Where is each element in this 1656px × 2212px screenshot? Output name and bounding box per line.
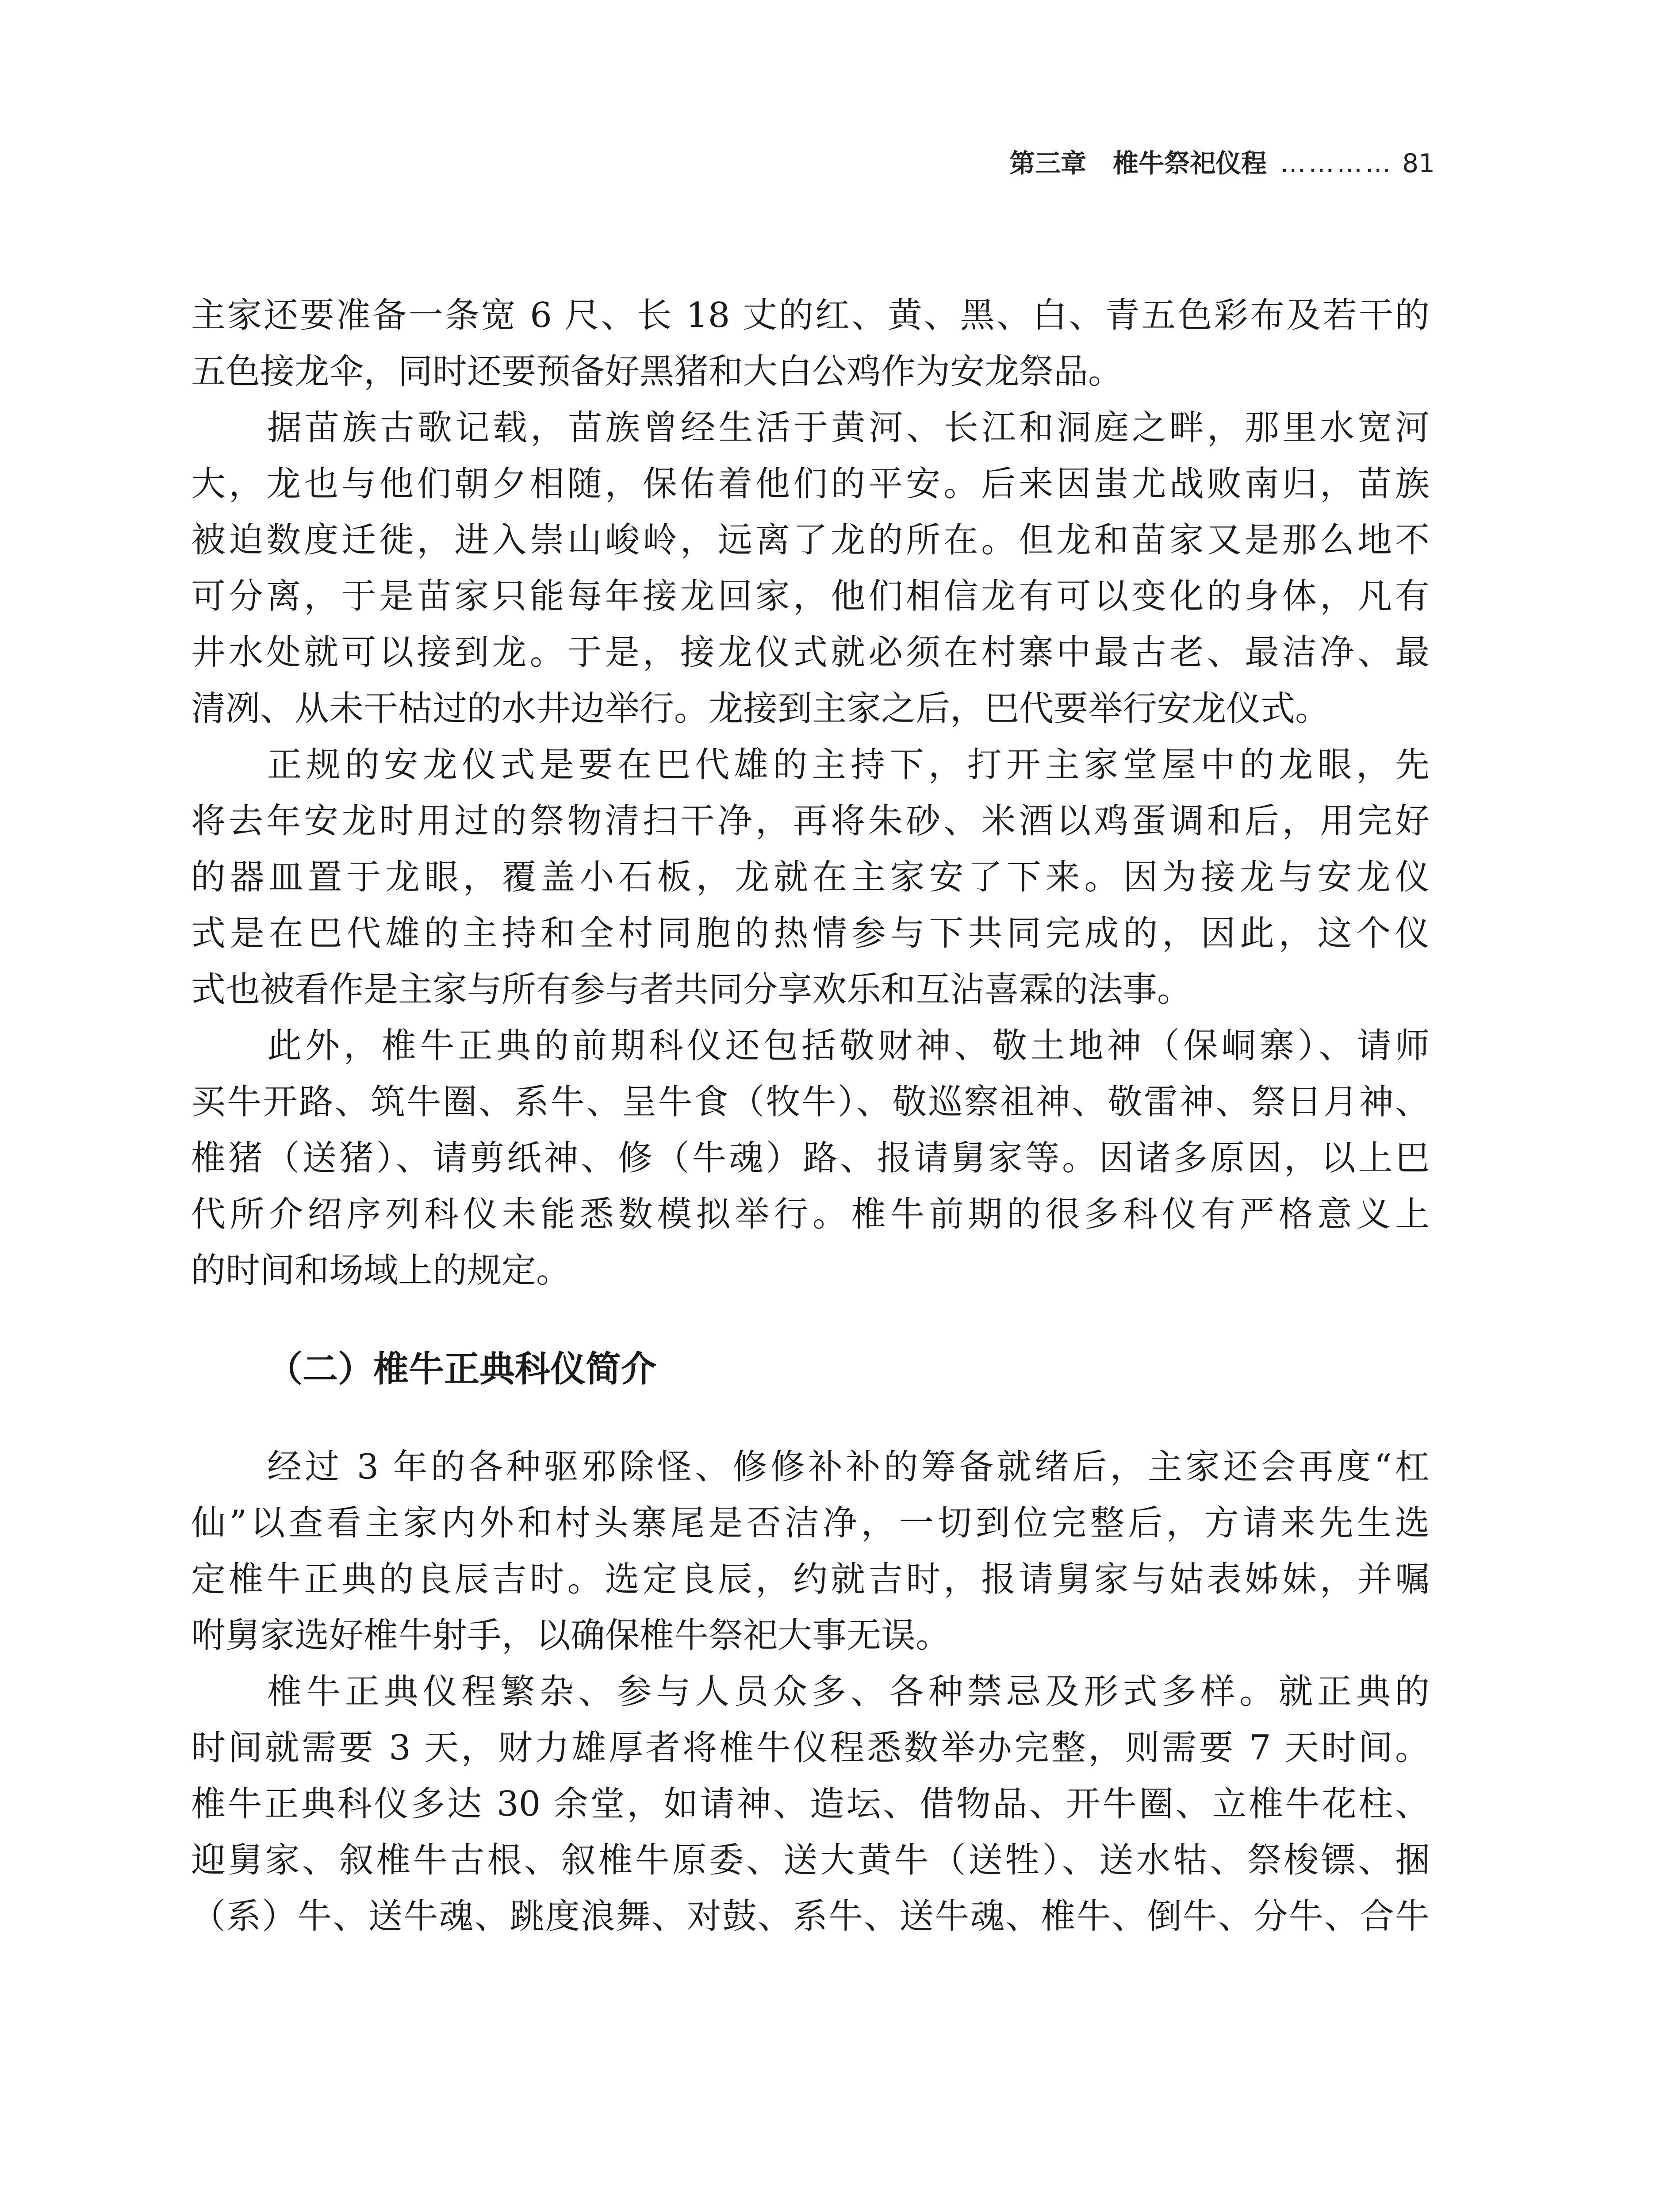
text-line: 式是在巴代雄的主持和全村同胞的热情参与下共同完成的，因此，这个仪 (191, 914, 1430, 953)
text-line: 主家还要准备一条宽 6 尺、长 18 丈的红、黄、黑、白、青五色彩布及若干的 (191, 296, 1430, 335)
page-number: 81 (1402, 148, 1435, 178)
header-chapter: 第三章 (1009, 148, 1087, 178)
text-line: 将去年安龙时用过的祭物清扫干净，再将朱砂、米酒以鸡蛋调和后，用完好 (191, 801, 1430, 841)
paragraph (191, 1018, 1430, 1299)
header-dots: ………… (1280, 148, 1394, 178)
text-line: 清冽、从未干枯过的水井边举行。龙接到主家之后，巴代要举行安龙仪式。 (191, 689, 1330, 729)
paragraph (191, 1439, 1430, 1664)
running-header (1009, 150, 1435, 176)
text-line: 正规的安龙仪式是要在巴代雄的主持下，打开主家堂屋中的龙眼，先 (267, 745, 1430, 785)
text-line: 被迫数度迁徙，进入崇山峻岭，远离了龙的所在。但龙和苗家又是那么地不 (191, 520, 1430, 560)
section-heading: （二）椎牛正典科仪简介 (267, 1348, 656, 1390)
header-title: 椎牛祭祀仪程 (1113, 148, 1267, 178)
text-line: 时间就需要 3 天，财力雄厚者将椎牛仪程悉数举办完整，则需要 7 天时间。 (191, 1728, 1430, 1768)
text-line: 大，龙也与他们朝夕相随，保佑着他们的平安。后来因蚩尤战败南归，苗族 (191, 464, 1430, 504)
text-line: 的器皿置于龙眼，覆盖小石板，龙就在主家安了下来。因为接龙与安龙仪 (191, 857, 1430, 897)
text-line: 此外，椎牛正典的前期科仪还包括敬财神、敬土地神（保峒寨）、请师 (267, 1026, 1430, 1066)
text-line: 迎舅家、叙椎牛古根、叙椎牛原委、送大黄牛（送牲）、送水牯、祭梭镖、捆 (191, 1840, 1430, 1880)
text-line: 椎牛正典仪程繁杂、参与人员众多、各种禁忌及形式多样。就正典的 (267, 1672, 1430, 1712)
text-line: 定椎牛正典的良辰吉时。选定良辰，约就吉时，报请舅家与姑表姊妹，并嘱 (191, 1559, 1430, 1599)
text-line: 椎牛正典科仪多达 30 余堂，如请神、造坛、借物品、开牛圈、立椎牛花柱、 (191, 1784, 1430, 1824)
text-line: 经过 3 年的各种驱邪除怪、修修补补的筹备就绪后，主家还会再度“杠 (267, 1447, 1430, 1487)
text-line: 据苗族古歌记载，苗族曾经生活于黄河、长江和洞庭之畔，那里水宽河 (267, 408, 1430, 448)
paragraph (191, 737, 1430, 1018)
text-line: 代所介绍序列科仪未能悉数模拟举行。椎牛前期的很多科仪有严格意义上 (191, 1194, 1430, 1234)
text-line: 仙”以查看主家内外和村头寨尾是否洁净，一切到位完整后，方请来先生选 (191, 1503, 1430, 1543)
paragraph (191, 400, 1430, 737)
text-line: 式也被看作是主家与所有参与者共同分享欢乐和互沾喜霖的法事。 (191, 970, 1192, 1010)
text-line: 五色接龙伞，同时还要预备好黑猪和大白公鸡作为安龙祭品。 (191, 352, 1123, 392)
paragraph (191, 288, 1430, 400)
text-line: 买牛开路、筑牛圈、系牛、呈牛食（牧牛）、敬巡察祖神、敬雷神、祭日月神、 (191, 1082, 1430, 1122)
text-line: 椎猪（送猪）、请剪纸神、修（牛魂）路、报请舅家等。因诸多原因，以上巴 (191, 1138, 1430, 1178)
paragraph (191, 1664, 1430, 1945)
text-line: 可分离，于是苗家只能每年接龙回家，他们相信龙有可以变化的身体，凡有 (191, 576, 1430, 616)
text-line: 的时间和场域上的规定。 (191, 1251, 571, 1290)
text-line: 咐舅家选好椎牛射手，以确保椎牛祭祀大事无误。 (191, 1616, 951, 1655)
text-line: （系）牛、送牛魂、跳度浪舞、对鼓、系牛、送牛魂、椎牛、倒牛、分牛、合牛 (191, 1897, 1430, 1936)
body-text (191, 288, 1430, 1945)
text-line: 井水处就可以接到龙。于是，接龙仪式就必须在村寨中最古老、最洁净、最 (191, 633, 1430, 672)
